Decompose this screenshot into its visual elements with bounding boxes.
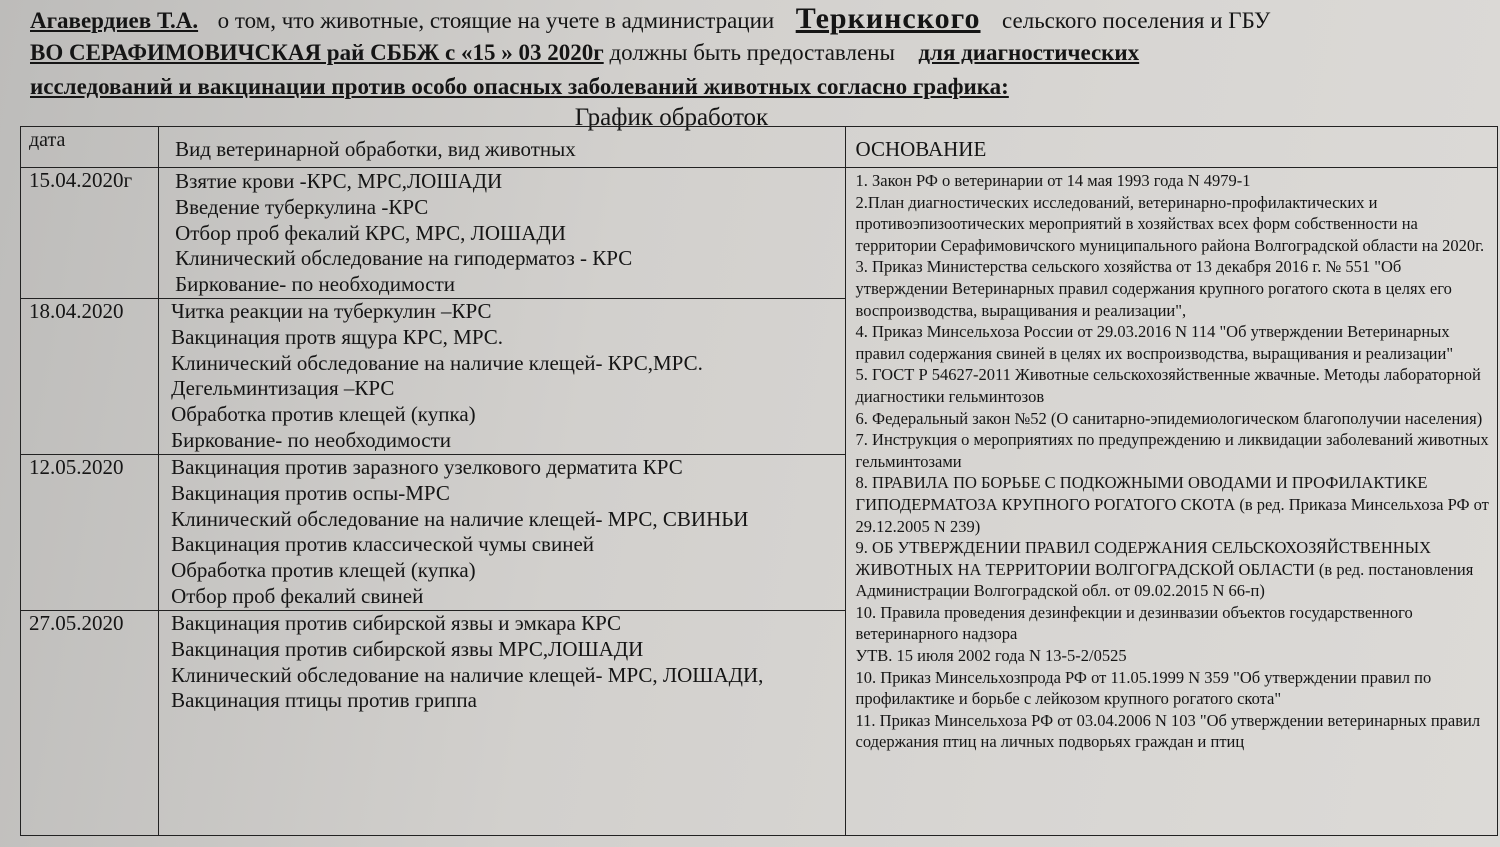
work-item: Обработка против клещей (купка) bbox=[171, 558, 476, 583]
intro-line-3: исследований и вакцинации против особо опасных заболеваний животных согласно графика: bbox=[30, 74, 1009, 99]
row-date: 12.05.2020 bbox=[21, 455, 159, 611]
work-item: Вакцинация протв ящура КРС, МРС. bbox=[171, 324, 504, 349]
work-item: Биркование- по необходимости bbox=[175, 272, 456, 297]
row-works bbox=[159, 611, 845, 836]
work-item: Биркование- по необходимости bbox=[171, 427, 452, 452]
work-item: Читка реакции на туберкулин –КРС bbox=[171, 299, 492, 323]
basis-item: 10. Приказ Минсельхозпрода РФ от 11.05.1999 N 359 "Об утверждении правил по профилактике и борьбе с лейкозом крупного рогатого скота" bbox=[855, 667, 1432, 709]
row-works bbox=[159, 455, 845, 611]
intro-text-3: должны быть предоставлены bbox=[609, 40, 895, 65]
basis-item: 7. Инструкция о мероприятиях по предупреждению и ликвидации заболеваний животных гельминтозами bbox=[855, 430, 1489, 471]
table-row bbox=[21, 168, 1498, 299]
work-item: Введение туберкулина -КРС bbox=[175, 194, 429, 219]
work-item: Взятие крови -КРС, МРС,ЛОШАДИ bbox=[175, 169, 503, 193]
header-date: дата bbox=[21, 127, 159, 168]
intro-text-1: о том, что животные, стоящие на учете в администрации bbox=[217, 8, 775, 33]
person-name: Агавердиев Т.А. bbox=[30, 8, 199, 33]
work-item: Клинический обследование на наличие клещей- МРС, ЛОШАДИ, bbox=[171, 662, 764, 687]
work-item: Вакцинация против сибирской язвы МРС,ЛОШАДИ bbox=[171, 636, 644, 661]
intro-text-2: сельского поселения и ГБУ bbox=[1002, 8, 1271, 33]
basis-item: УТВ. 15 июля 2002 года N 13-5-2/0525 bbox=[855, 646, 1127, 666]
row-date: 18.04.2020 bbox=[21, 299, 159, 455]
row-date: 27.05.2020 bbox=[21, 611, 159, 836]
work-item: Обработка против клещей (купка) bbox=[171, 402, 476, 427]
work-item: Вакцинация против сибирской язвы и эмкара КРС bbox=[171, 611, 622, 635]
schedule-title: График обработок bbox=[574, 104, 769, 131]
basis-item: 1. Закон РФ о ветеринарии от 14 мая 1993 года N 4979-1 bbox=[855, 171, 1251, 190]
basis-item: 11. Приказ Минсельхоза РФ от 03.04.2006 N 103 "Об утверждении ветеринарных правил содержания птиц на личных подворьях граждан и птиц bbox=[855, 710, 1481, 752]
basis-item: 6. Федеральный закон №52 (О санитарно-эпидемиологическом благополучии населения) bbox=[855, 408, 1483, 428]
basis-cell bbox=[845, 168, 1497, 836]
intro-line-1 bbox=[30, 2, 1271, 35]
row-works bbox=[159, 168, 845, 299]
work-item: Клинический обследование на наличие клещей- МРС, СВИНЬИ bbox=[171, 506, 749, 531]
settlement-name: Теркинского bbox=[795, 2, 981, 35]
basis-item: 3. Приказ Министерства сельского хозяйства от 13 декабря 2016 г. № 551 "Об утверждении Ветеринарных правил содержания крупного рогатого скота в целях его воспроизводства, выращивания и реализации", bbox=[855, 257, 1452, 320]
work-item: Вакцинация против классической чумы свиней bbox=[171, 532, 595, 557]
work-item: Вакцинация птицы против гриппа bbox=[171, 688, 477, 713]
intro-line-2 bbox=[30, 40, 1139, 66]
intro-text-4: для диагностических bbox=[918, 40, 1140, 65]
basis-item: 10. Правила проведения дезинфекции и дезинвазии объектов государственного ветеринарного надзора bbox=[855, 602, 1413, 644]
basis-item: 5. ГОСТ Р 54627-2011 Животные сельскохозяйственные жвачные. Методы лабораторной диагностики гельминтозов bbox=[855, 365, 1481, 406]
row-date: 15.04.2020г bbox=[21, 168, 159, 299]
work-item: Отбор проб фекалий КРС, МРС, ЛОШАДИ bbox=[175, 220, 566, 245]
basis-item: 4. Приказ Минсельхоза России от 29.03.2016 N 114 "Об утверждении Ветеринарных правил содержания свиней в целях их воспроизводства, выращивания и реализации" bbox=[855, 322, 1454, 363]
table-header-row bbox=[21, 127, 1498, 168]
basis-item: 9. ОБ УТВЕРЖДЕНИИ ПРАВИЛ СОДЕРЖАНИЯ СЕЛЬСКОХОЗЯЙСТВЕННЫХ ЖИВОТНЫХ НА ТЕРРИТОРИИ ВОЛГОГРАДСКОЙ ОБЛАСТИ (в ред. постановления Администрации Волгоградской обл. от 09.02.2015 N 66-п) bbox=[855, 538, 1474, 601]
work-item: Клинический обследование на гиподерматоз - КРС bbox=[175, 246, 633, 271]
basis-item: 2.План диагностических исследований, ветеринарно-профилактических и противоэпизоотических мероприятий в хозяйствах всех форм собственности на территории Серафимовичского муниципального района Волгоградской области на 2020г. bbox=[855, 192, 1485, 255]
work-item: Отбор проб фекалий свиней bbox=[171, 583, 424, 608]
schedule-table bbox=[20, 126, 1498, 836]
header-basis: ОСНОВАНИЕ bbox=[845, 127, 1497, 168]
work-item: Вакцинация против оспы-МРС bbox=[171, 480, 450, 505]
work-item: Вакцинация против заразного узелкового дерматита КРС bbox=[171, 455, 683, 479]
organization-name: ВО СЕРАФИМОВИЧСКАЯ рай СББЖ с «15 » 03 2020г bbox=[30, 40, 604, 65]
row-works bbox=[159, 299, 845, 455]
header-work: Вид ветеринарной обработки, вид животных bbox=[159, 127, 845, 168]
basis-item: 8. ПРАВИЛА ПО БОРЬБЕ С ПОДКОЖНЫМИ ОВОДАМИ И ПРОФИЛАКТИКЕ ГИПОДЕРМАТОЗА КРУПНОГО РОГАТОГО СКОТА (в ред. Приказа Минсельхоза РФ от 29.12.2005 N 239) bbox=[855, 473, 1489, 536]
work-item: Дегельминтизация –КРС bbox=[171, 376, 395, 401]
work-item: Клинический обследование на наличие клещей- КРС,МРС. bbox=[171, 350, 703, 375]
